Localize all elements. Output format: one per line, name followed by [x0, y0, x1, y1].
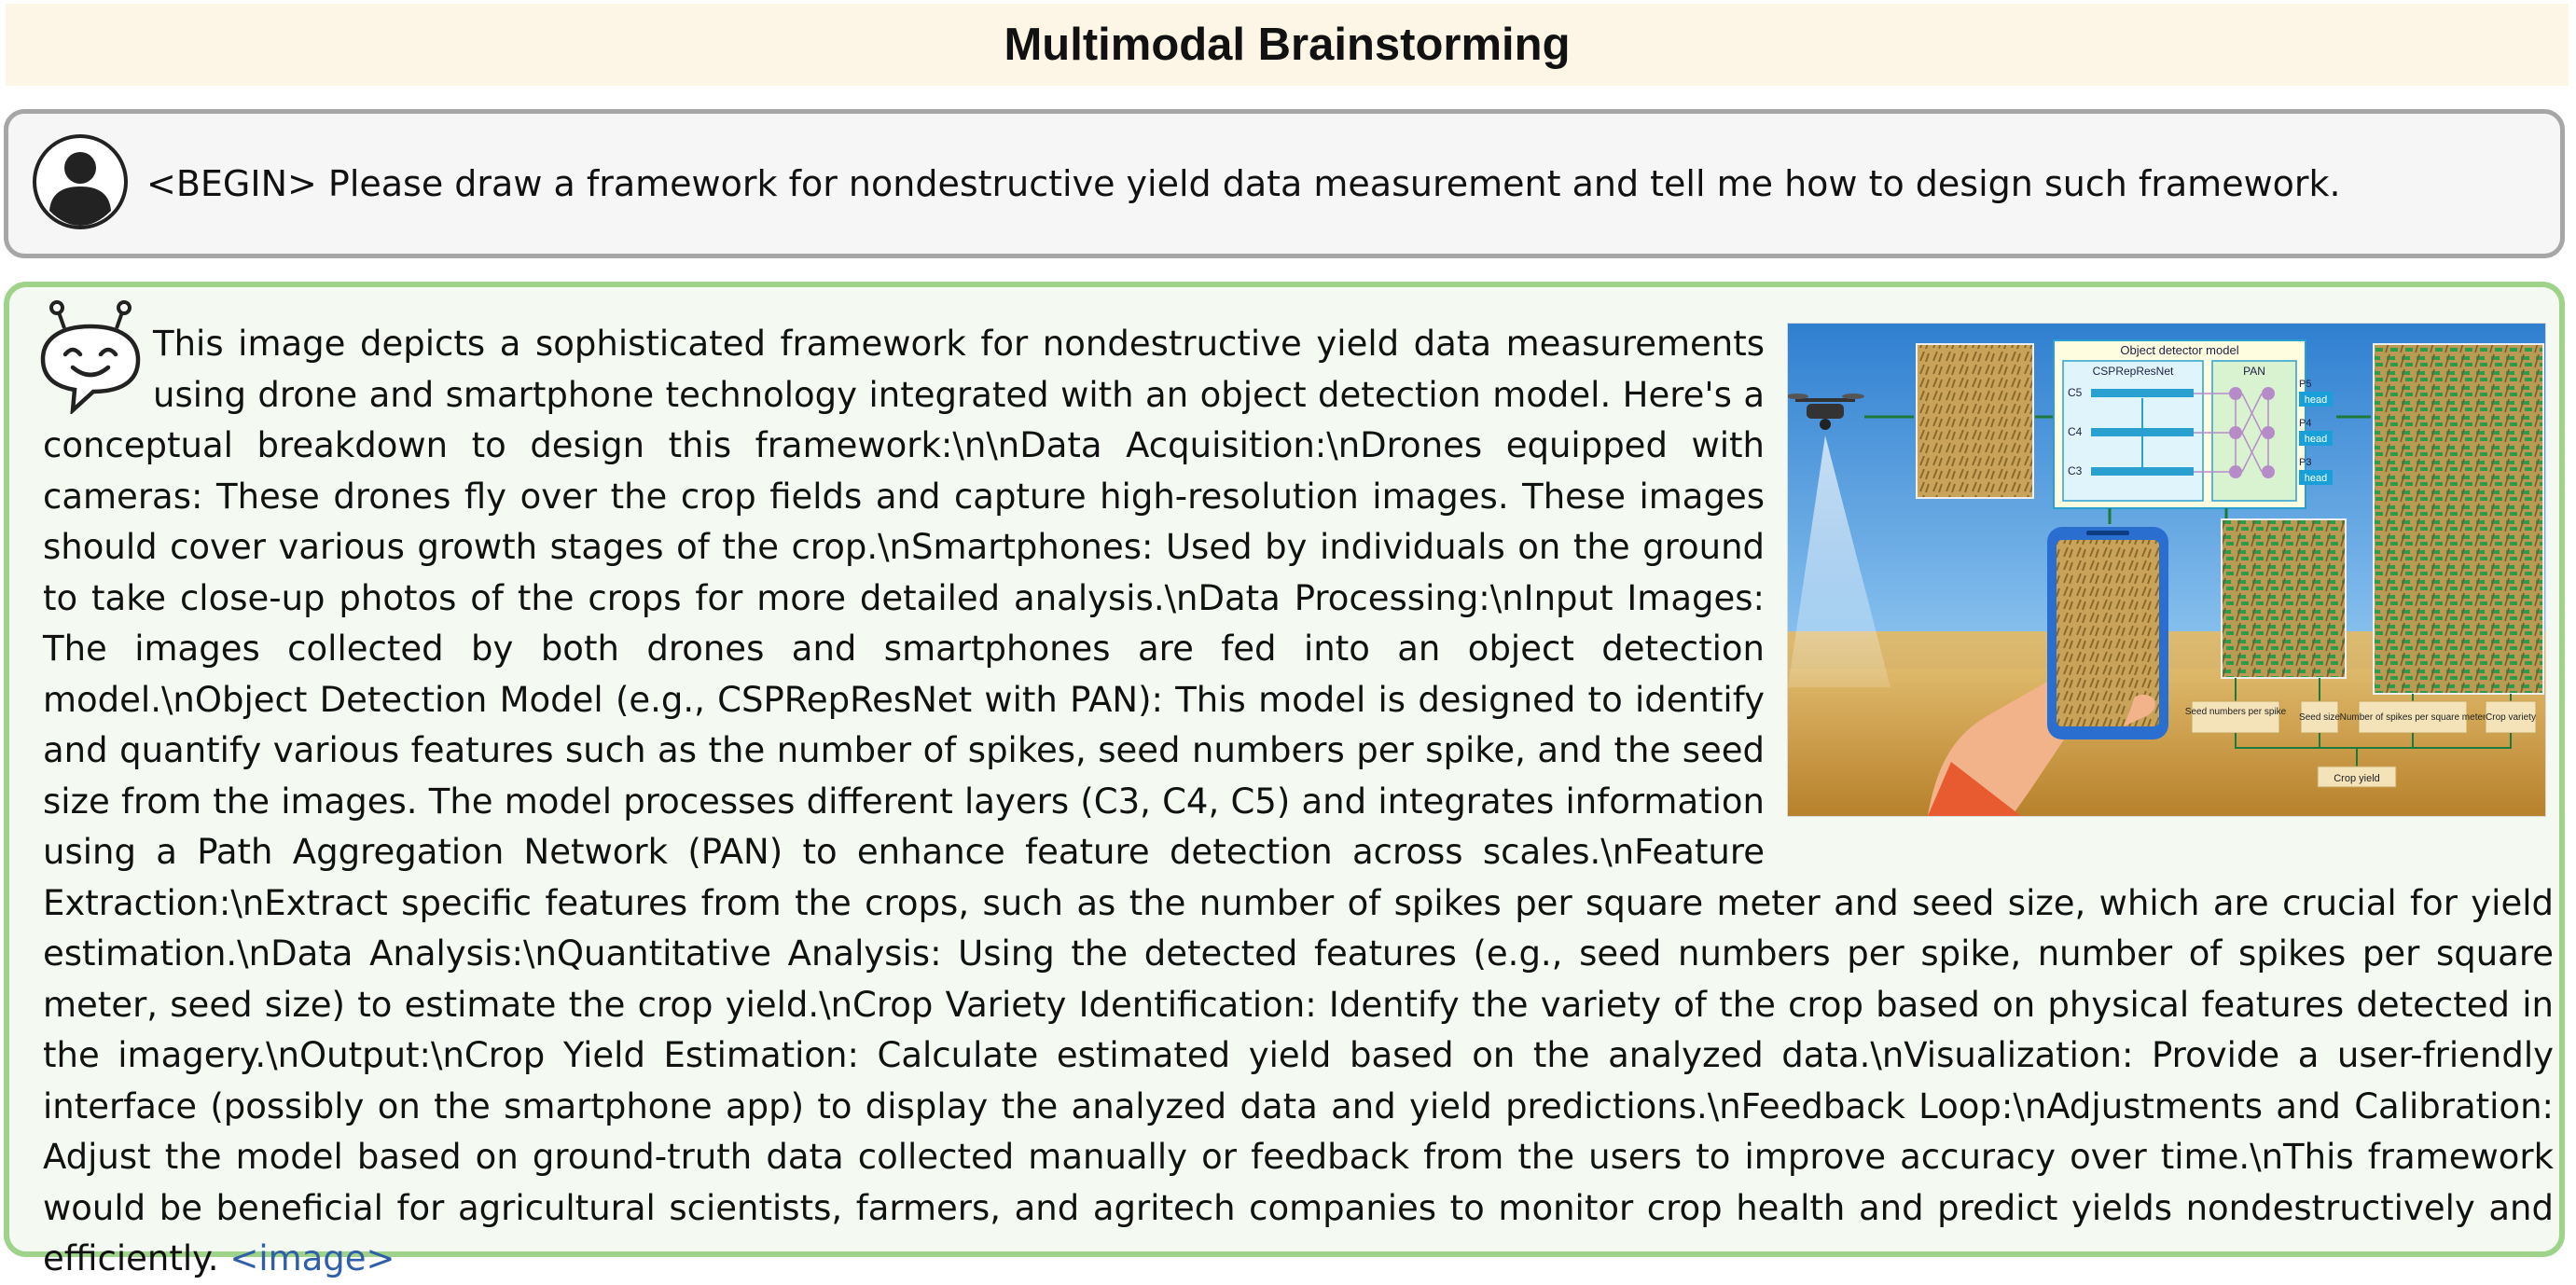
title-bar [6, 4, 2569, 86]
assistant-message [4, 282, 2565, 1278]
layer-c4: C4 [2068, 425, 2083, 438]
pan-p4: P4 [2299, 418, 2312, 429]
user-message [4, 109, 2565, 258]
layer-c3: C3 [2068, 464, 2083, 477]
head-label-3: head [2304, 473, 2328, 484]
assistant-message-body: This image depicts a sophisticated framework for nondestructive yield data measurements using drone and smartphone technology integrated with an object detection model. Here's a conceptual breakdown to design this framework:\n\nData Acquisition:\nDrones equipped with cameras: These drones fly over the crop fields and capture high-resolution images. These images should cover various growth stages of the crop.\nSmartphones: Used by individuals on the ground to take close-up photos of the crops for more detailed analysis.\nData Processing:\nInput Images: The images collected by both drones and smartphones are fed into an object detection model.\nObject Detection Model (e.g., CSPRepResNet with PAN): This model is designed to identify and quantify various features such as the number of spikes, seed numbers per spike, and the seed size from the images. The model processes different layers (C3, C4, C5) and integrates information using a Path Aggregation Network (PAN) to enhance feature detection across scales.\nFeature Extraction:\nExtract specific features from the crops, such as the number of spikes per square meter and seed size, which are crucial for yield estimation.\nData Analysis:\nQuantitative Analysis: Using the detected features (e.g., seed numbers per spike, number of spikes per square meter, seed size) to estimate the crop yield.\nCrop Variety Identification: Identify the variety of the crop based on physical features detected in the imagery.\nOutput:\nCrop Yield Estimation: Calculate estimated yield based on the analyzed data.\nVisualization: Provide a user-friendly interface (possibly on the smartphone app) to display the analyzed data and yield predictions.\nFeedback Loop:\nAdjustments and Calibration: Adjust the model based on ground-truth data collected manually or feedback from the users to improve accuracy over time.\nThis framework would be beneficial for agricultural scientists, farmers, and agritech companies to monitor crop health and predict yields nondestructively and efficiently. [43, 324, 2554, 1278]
pan-p5: P5 [2299, 379, 2312, 390]
feature-crop-variety: Crop variety [2486, 712, 2536, 723]
feature-seed-size: Seed size [2299, 712, 2340, 723]
crop-yield-output: Crop yield [2334, 773, 2380, 784]
feature-spikes-per-m2: Number of spikes per square meter [2339, 712, 2486, 723]
feature-seed-numbers: Seed numbers per spike [2184, 707, 2287, 717]
pan-p3: P3 [2299, 457, 2312, 468]
figure-title: Object detector model [2120, 343, 2239, 357]
backbone-label: CSPRepResNet [2092, 365, 2174, 378]
image-token: <image> [229, 1238, 395, 1278]
head-label-1: head [2304, 394, 2328, 406]
assistant-message-text [43, 319, 2554, 1285]
page-title: Multimodal Brainstorming [1004, 20, 1571, 70]
user-message-text: <BEGIN> Please draw a framework for nondestructive yield data measurement and tell me how to design such framework. [146, 163, 2341, 204]
user-icon [31, 132, 130, 231]
neck-label: PAN [2243, 365, 2265, 378]
layer-c5: C5 [2068, 386, 2083, 399]
head-label-2: head [2304, 434, 2328, 445]
